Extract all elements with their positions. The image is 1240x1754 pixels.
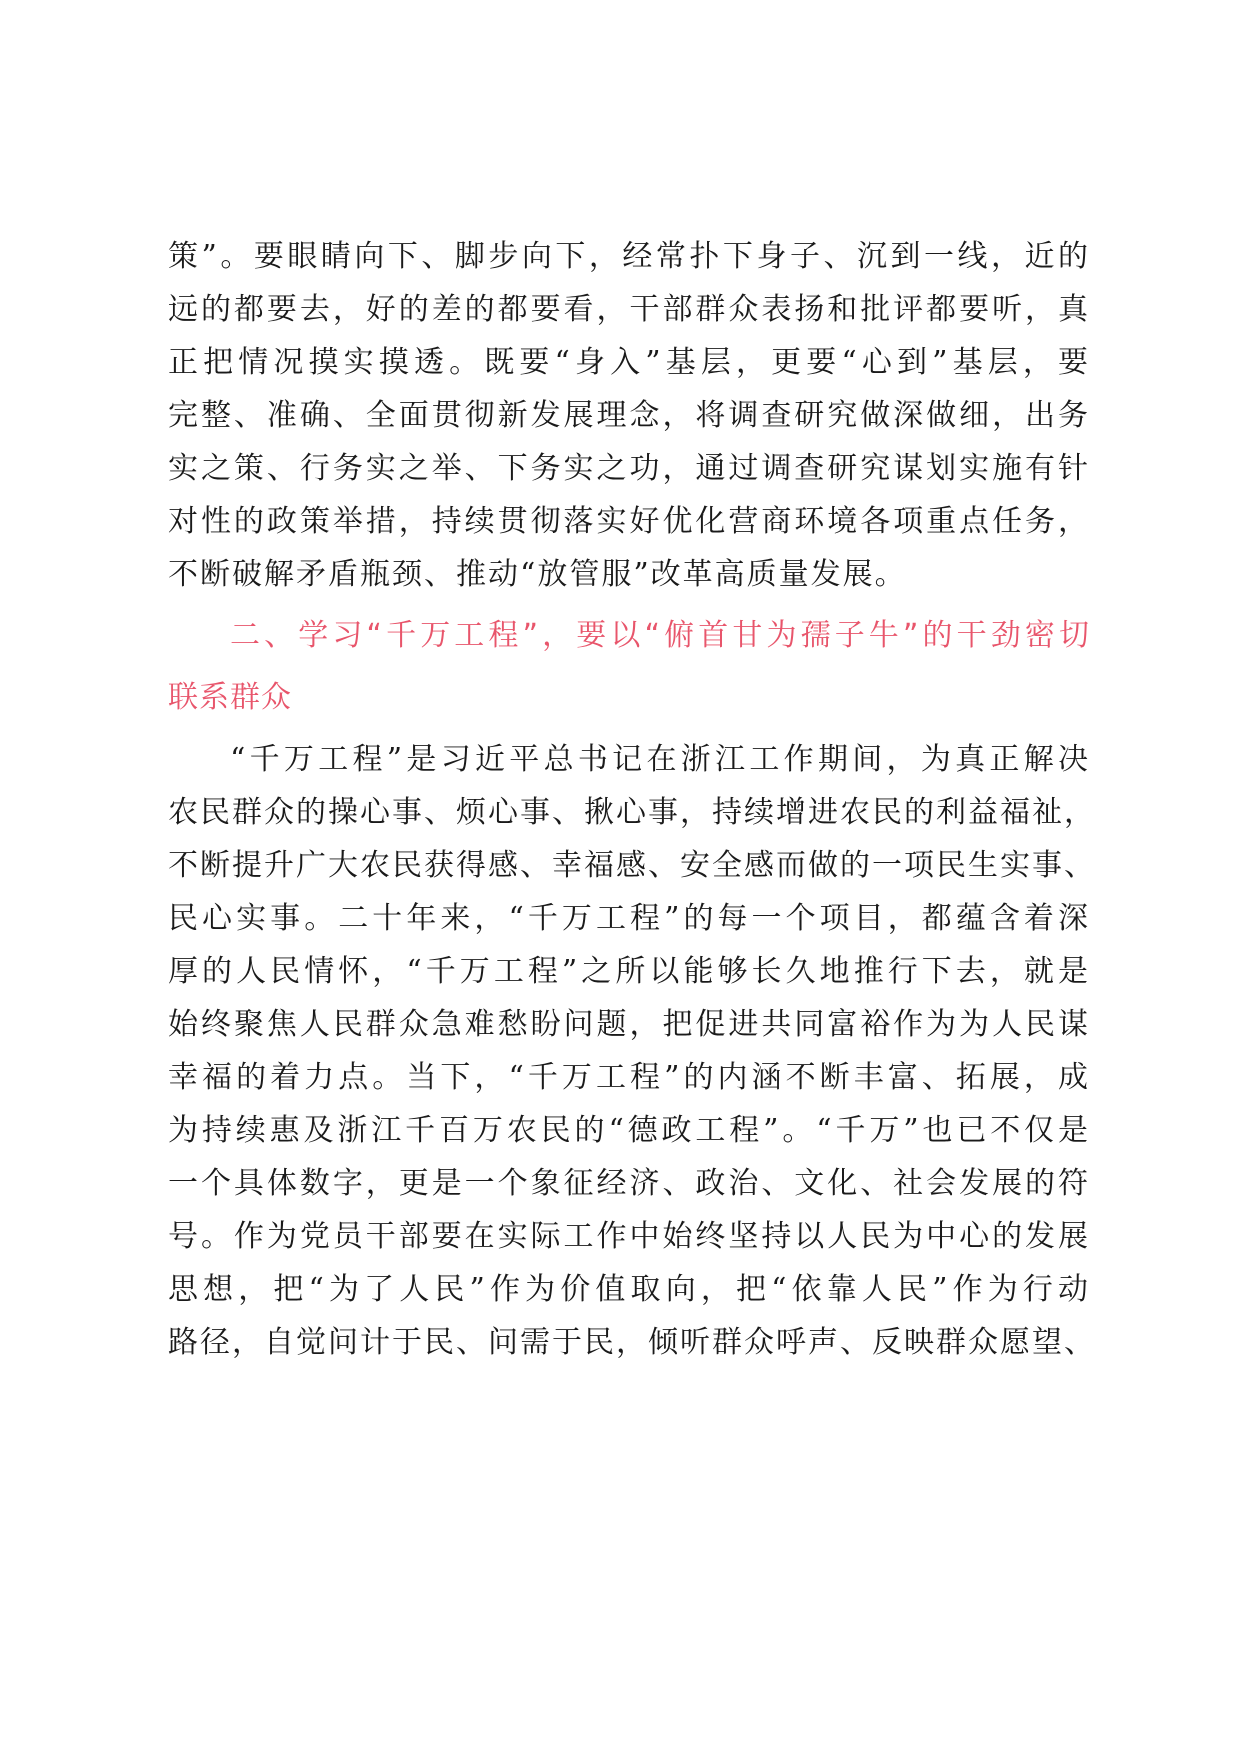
paragraph-line: “千万工程”是习近平总书记在浙江工作期间，为真正解决	[230, 742, 1090, 777]
paragraph-line: 一个具体数字，更是一个象征经济、政治、文化、社会发展的符	[168, 1166, 1090, 1201]
section-heading-2	[168, 605, 1090, 729]
paragraph-line: 思想，把“为了人民”作为价值取向，把“依靠人民”作为行动	[168, 1272, 1090, 1307]
paragraph-line: 幸福的着力点。当下，“千万工程”的内涵不断丰富、拓展，成	[168, 1060, 1090, 1095]
paragraph-line: 路径，自觉问计于民、问需于民，倾听群众呼声、反映群众愿望、	[168, 1325, 1096, 1360]
paragraph-line: 远的都要去，好的差的都要看，干部群众表扬和批评都要听，真	[168, 292, 1090, 327]
paragraph-line: 农民群众的操心事、烦心事、揪心事，持续增进农民的利益福祉，	[168, 795, 1096, 830]
paragraph-line: 号。作为党员干部要在实际工作中始终坚持以人民为中心的发展	[168, 1219, 1090, 1254]
paragraph-2	[168, 733, 1096, 1369]
paragraph-line: 对性的政策举措，持续贯彻落实好优化营商环境各项重点任务，	[168, 504, 1090, 539]
paragraph-line: 始终聚焦人民群众急难愁盼问题，把促进共同富裕作为为人民谋	[168, 1007, 1090, 1042]
paragraph-line: 正把情况摸实摸透。既要“身入”基层，更要“心到”基层，要	[168, 345, 1090, 380]
paragraph-line: 民心实事。二十年来，“千万工程”的每一个项目，都蕴含着深	[168, 901, 1090, 936]
paragraph-line: 为持续惠及浙江千百万农民的“德政工程”。“千万”也已不仅是	[168, 1113, 1090, 1148]
paragraph-line: 完整、准确、全面贯彻新发展理念，将调查研究做深做细，出务	[168, 398, 1090, 433]
document-page	[168, 230, 1096, 1369]
section-heading-line: 联系群众	[168, 680, 292, 715]
paragraph-1	[168, 230, 1090, 601]
paragraph-line: 不断破解矛盾瓶颈、推动“放管服”改革高质量发展。	[168, 557, 907, 592]
paragraph-line: 不断提升广大农民获得感、幸福感、安全感而做的一项民生实事、	[168, 848, 1096, 883]
paragraph-line: 实之策、行务实之举、下务实之功，通过调查研究谋划实施有针	[168, 451, 1090, 486]
paragraph-line: 策”。要眼睛向下、脚步向下，经常扑下身子、沉到一线，近的	[168, 239, 1090, 274]
paragraph-line: 厚的人民情怀，“千万工程”之所以能够长久地推行下去，就是	[168, 954, 1090, 989]
section-heading-line: 二、学习“千万工程”，要以“俯首甘为孺子牛”的干劲密切	[230, 618, 1090, 653]
